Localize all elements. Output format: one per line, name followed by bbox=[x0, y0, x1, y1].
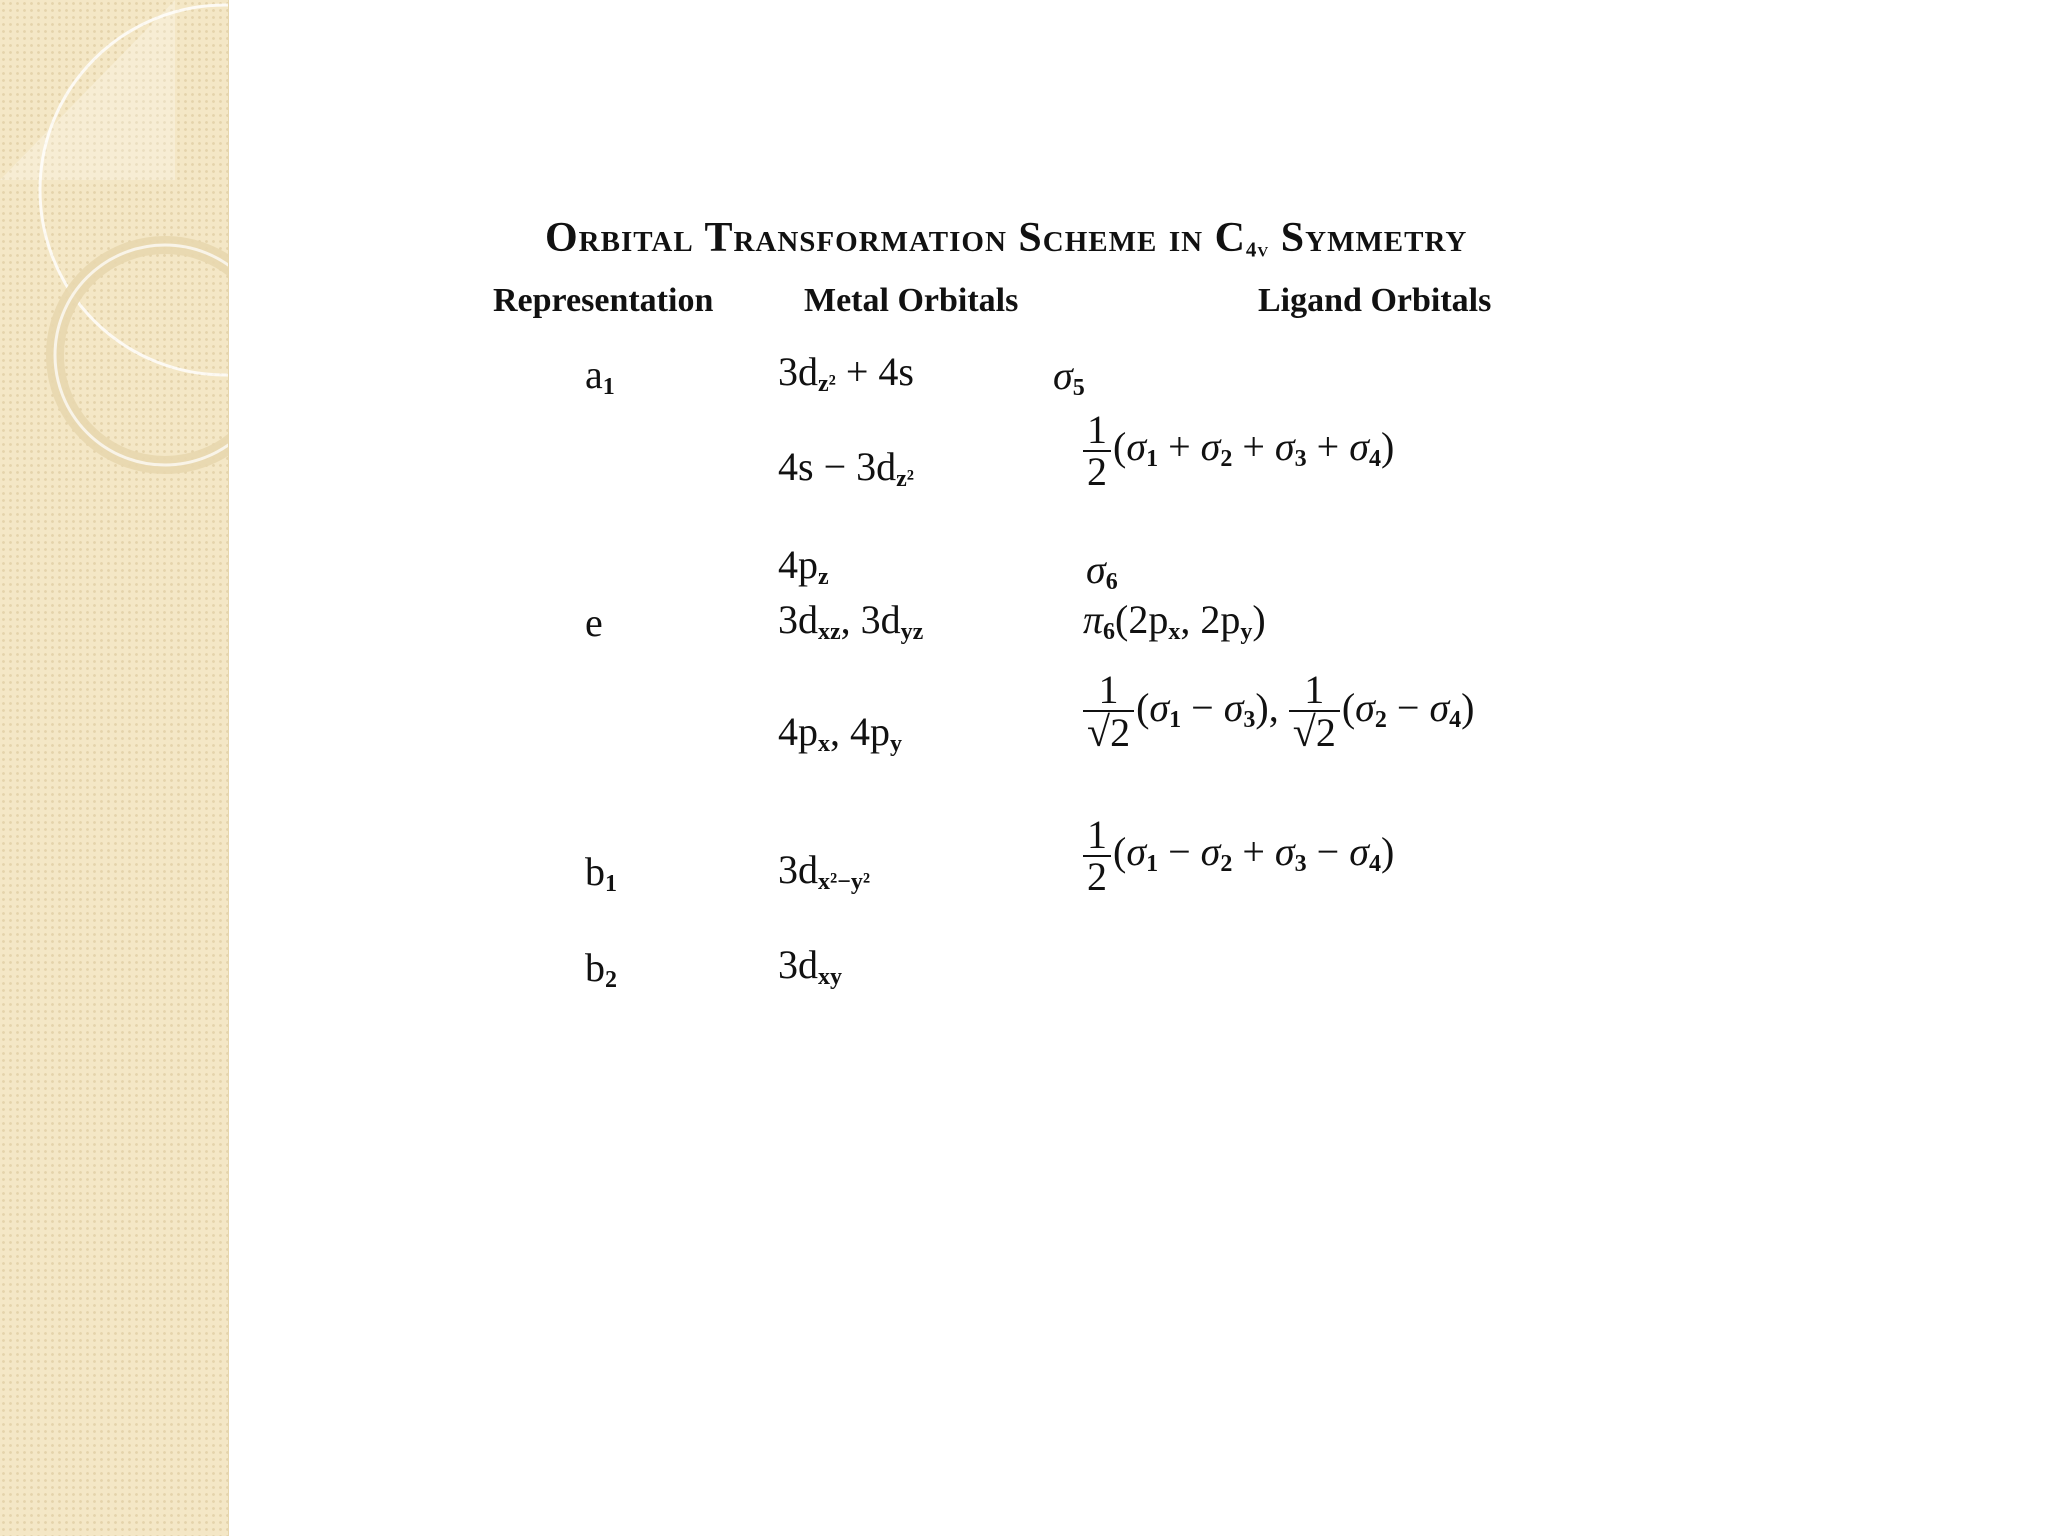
ligand-pi6: $\pi_6(2p_x$, $2p_y$) bbox=[1083, 597, 1266, 645]
ligand-sigma6: $\sigma_6$ bbox=[1086, 547, 1118, 595]
table-title: Orbital Transformation Scheme in $C_{4v}$ Symmetry bbox=[545, 215, 1468, 262]
ligand-half-alt-sigma: $\frac{1}{2}$ $(\sigma_1 - \sigma_2 + \sigma_3 - \sigma_4)$ bbox=[1083, 815, 1394, 897]
ligand-sigma5: $\sigma_5$ bbox=[1053, 353, 1085, 401]
rep-b2: $b_2$ bbox=[585, 945, 617, 993]
ligand-half-sum-sigma: $\frac{1}{2}$ $(\sigma_1 + \sigma_2 + \sigma_3 + \sigma_4)$ bbox=[1083, 410, 1394, 492]
header-representation: Representation bbox=[493, 282, 714, 319]
metal-4pz: $4p_z$ bbox=[778, 542, 829, 590]
metal-3dz2-plus-4s: $3d_{z^2} + 4s$ bbox=[778, 349, 914, 397]
header-ligand-orbitals: Ligand Orbitals bbox=[1258, 282, 1492, 319]
metal-4px-4py: $4p_x$, $4p_y$ bbox=[778, 709, 902, 757]
ligand-root2-combos: $\frac{1}{√2}$ $(\sigma_1 - \sigma_3)$, $\frac{1}{√2}$ $(\sigma_2 - \sigma_4)$ bbox=[1083, 670, 1475, 754]
rep-b1: $b_1$ bbox=[585, 849, 617, 897]
rep-a1: $a_1$ bbox=[585, 352, 615, 400]
metal-3dxz-3dyz: $3d_{xz}$, $3d_{yz}$ bbox=[778, 597, 924, 645]
metal-3dxy: $3d_{xy}$ bbox=[778, 942, 842, 990]
metal-4s-minus-3dz2: $4s - 3d_{z^2}$ bbox=[778, 444, 914, 492]
rep-e: e bbox=[585, 600, 603, 645]
header-metal-orbitals: Metal Orbitals bbox=[804, 282, 1019, 319]
metal-3dx2-y2: $3d_{x^2-y^2}$ bbox=[778, 847, 871, 895]
